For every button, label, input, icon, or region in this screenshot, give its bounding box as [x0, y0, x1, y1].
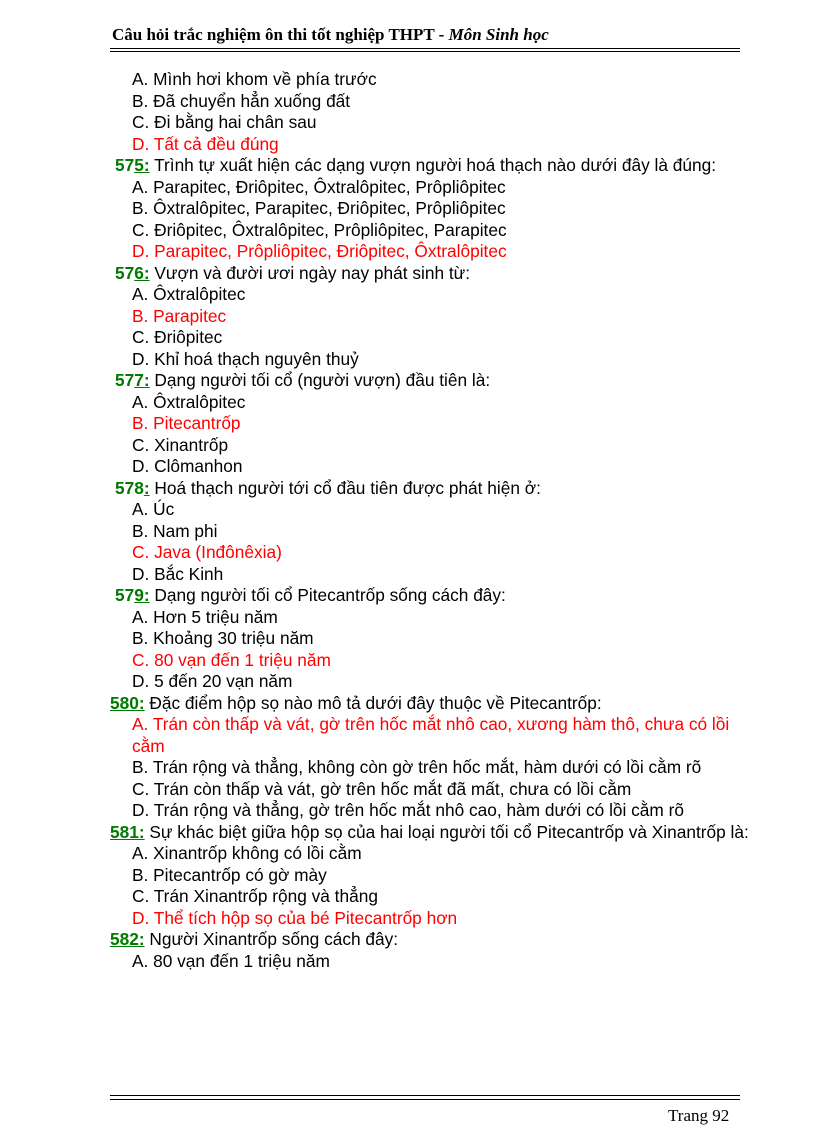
answer-option: A. Ôxtralôpitec: [132, 284, 246, 304]
page-header: [112, 24, 742, 46]
answer-option: A. Hơn 5 triệu năm: [132, 606, 278, 627]
question: [110, 155, 750, 177]
question-number-suffix: :: [143, 477, 150, 498]
header-rule: [110, 51, 740, 52]
answer-option-correct: C. 80 vạn đến 1 triệu năm: [132, 649, 331, 670]
header-separator: -: [438, 25, 445, 44]
question-text: Dạng người tối cổ (người vượn) đầu tiên là:: [149, 370, 491, 390]
answer-option: B. Trán rộng và thẳng, không còn gờ trên hốc mắt, hàm dưới có lồi cằm rõ: [132, 757, 702, 777]
answer-option: C. Đi bằng hai chân sau: [132, 112, 317, 132]
question-number-suffix: 5:: [134, 155, 150, 175]
answer-option: C. Trán Xinantrốp rộng và thẳng: [132, 886, 378, 906]
answer-option-correct: B. Pitecantrốp: [132, 413, 241, 433]
answer-option: B. Đã chuyển hẳn xuống đất: [132, 90, 351, 111]
question-text: Đặc điểm hộp sọ nào mô tả dưới đây thuộc về Pitecantrốp:: [144, 692, 602, 713]
answer-option-correct: A. Trán còn thấp và vát, gờ trên hốc mắt nhô cao, xương hàm thô, chưa có lồi cằm: [132, 714, 730, 756]
header-title: Câu hỏi trắc nghiệm ôn thi tốt nghiệp THPT: [112, 25, 435, 44]
question: [110, 693, 750, 715]
question-text: Trình tự xuất hiện các dạng vượn người hoá thạch nào dưới đây là đúng:: [149, 155, 717, 175]
question: [110, 263, 750, 285]
question-number-prefix: 57: [115, 262, 135, 283]
question-number-prefix: 578: [115, 477, 144, 498]
question-number-suffix: 580:: [110, 692, 145, 713]
answer-option: C. Đriôpitec: [132, 327, 223, 347]
question-list: [110, 69, 750, 972]
question: [110, 478, 750, 500]
answer-option-correct: D. Parapitec, Prôpliôpitec, Đriôpitec, Ôxtralôpitec: [132, 241, 507, 261]
answer-option: A. 80 vạn đến 1 triệu năm: [132, 950, 330, 971]
question-number: [115, 155, 150, 175]
question-number-suffix: 6:: [134, 262, 150, 283]
answer-option-correct: D. Tất cả đều đúng: [132, 133, 279, 154]
question-number-prefix: 57: [115, 585, 135, 605]
answer-option: A. Parapitec, Đriôpitec, Ôxtralôpitec, Prôpliôpitec: [132, 176, 506, 197]
question: [110, 822, 750, 844]
answer-option-correct: D. Thể tích hộp sọ của bé Pitecantrốp hơn: [132, 907, 458, 928]
answer-option: C. Trán còn thấp và vát, gờ trên hốc mắt đã mất, chưa có lồi cằm: [132, 778, 632, 799]
question-text: Dạng người tối cổ Pitecantrốp sống cách đây:: [149, 585, 506, 605]
answer-option: A. Úc: [132, 499, 175, 519]
answer-option: D. Bắc Kinh: [132, 563, 224, 584]
question-number-suffix: 7:: [134, 370, 150, 390]
question-number: [115, 585, 150, 605]
question-number: [110, 929, 145, 949]
question-text: Hoá thạch người tới cổ đầu tiên được phát hiện ở:: [149, 477, 541, 498]
question-number-suffix: 581:: [110, 821, 145, 842]
answer-option: A. Mình hơi khom về phía trước: [132, 69, 377, 89]
answer-option: B. Khoảng 30 triệu năm: [132, 628, 314, 648]
answer-option-correct: C. Java (Inđônêxia): [132, 542, 282, 562]
answer-option: D. Clômanhon: [132, 456, 243, 476]
footer-rule: [110, 1095, 740, 1096]
answer-option: C. Đriôpitec, Ôxtralôpitec, Prôpliôpitec, Parapitec: [132, 219, 507, 240]
answer-option: D. Khỉ hoá thạch nguyên thuỷ: [132, 348, 359, 369]
question-number-prefix: 57: [115, 370, 135, 390]
question-number: [110, 693, 145, 713]
question-text: Người Xinantrốp sống cách đây:: [144, 929, 399, 949]
question-number: [115, 370, 150, 390]
answer-option: A. Xinantrốp không có lồi cằm: [132, 843, 362, 863]
question: [110, 929, 750, 951]
question-number: [115, 478, 150, 498]
answer-option: B. Ôxtralôpitec, Parapitec, Đriôpitec, Prôpliôpitec: [132, 198, 506, 218]
question-text: Vượn và đười ươi ngày nay phát sinh từ:: [149, 262, 471, 283]
question: [110, 585, 750, 607]
footer-rule: [110, 1099, 740, 1100]
question: [110, 370, 750, 392]
question-number-suffix: 9:: [134, 585, 150, 605]
answer-option: B. Pitecantrốp có gờ mày: [132, 864, 327, 885]
question-text: Sự khác biệt giữa hộp sọ của hai loại người tối cổ Pitecantrốp và Xinantrốp là:: [144, 821, 749, 842]
answer-option: D. Trán rộng và thẳng, gờ trên hốc mắt nhô cao, hàm dưới có lồi cằm rõ: [132, 800, 684, 820]
header-subject: Môn Sinh học: [448, 25, 549, 44]
question-number: [115, 263, 150, 283]
answer-option: A. Ôxtralôpitec: [132, 391, 246, 412]
answer-option: D. 5 đến 20 vạn năm: [132, 671, 293, 691]
header-rule: [110, 48, 740, 49]
page-number: Trang 92: [668, 1106, 730, 1125]
question-number: [110, 822, 145, 842]
answer-option: C. Xinantrốp: [132, 434, 229, 455]
answer-option: B. Nam phi: [132, 520, 218, 541]
answer-option-correct: B. Parapitec: [132, 305, 227, 326]
question-number-suffix: 582:: [110, 929, 145, 949]
question-number-prefix: 57: [115, 155, 135, 175]
